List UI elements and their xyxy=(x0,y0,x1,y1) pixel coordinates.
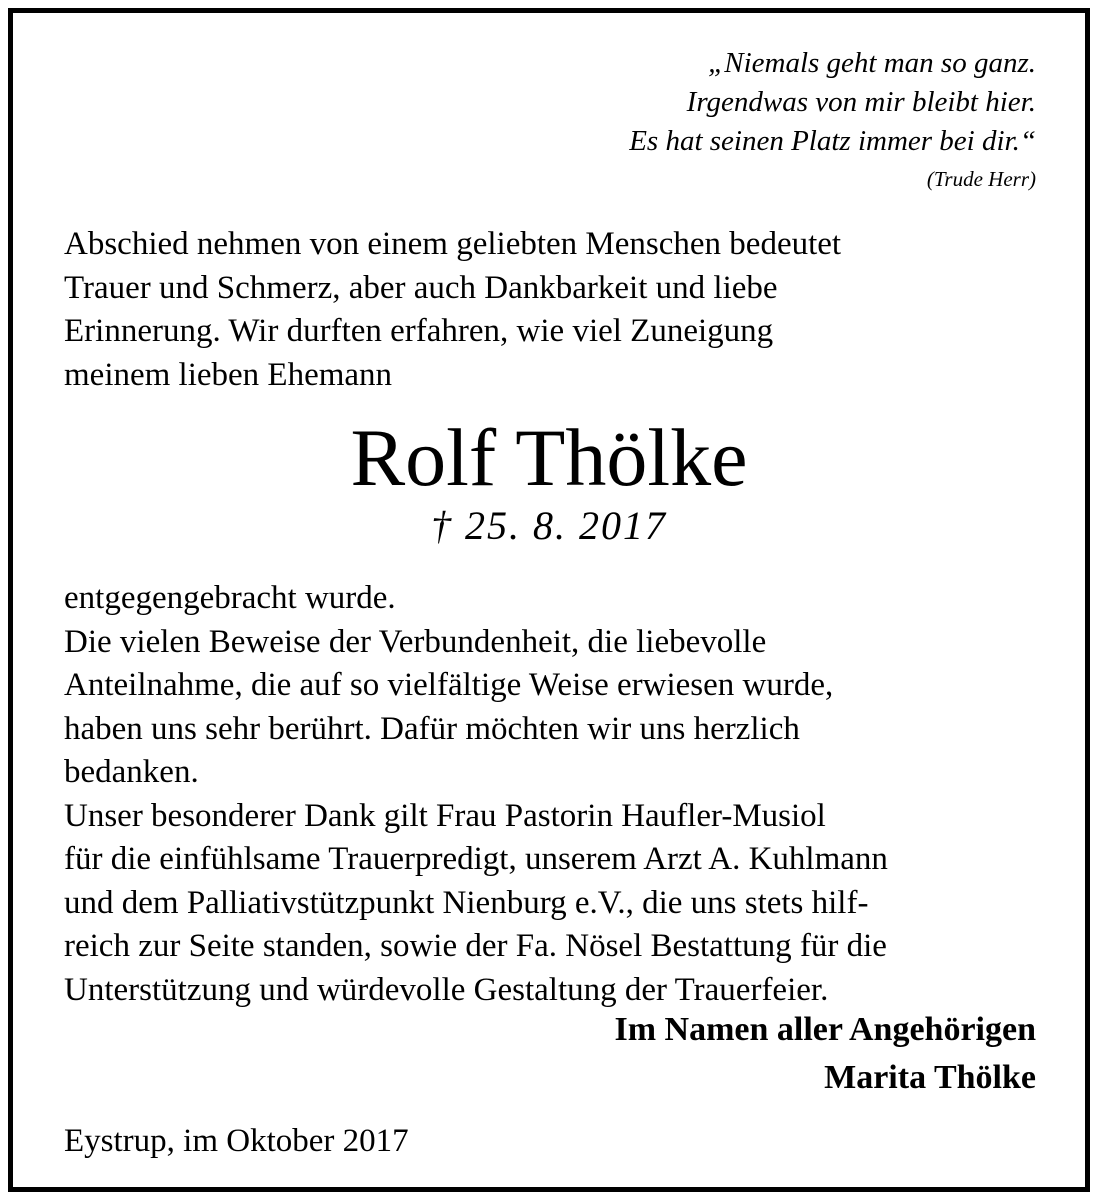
quote-author: (Trude Herr) xyxy=(926,167,1036,191)
body-line: entgegengebracht wurde. xyxy=(64,580,396,616)
body-line: bedanken. xyxy=(64,754,199,790)
intro-line: Abschied nehmen von einem geliebten Menschen bedeutet xyxy=(64,226,842,262)
body-line: Unser besonderer Dank gilt Frau Pastorin Haufler-Musiol xyxy=(64,797,826,834)
quote-line: „Niemals geht man so ganz. xyxy=(708,47,1036,79)
intro-line: Trauer und Schmerz, aber auch Dankbarkeit und liebe xyxy=(64,269,778,306)
intro-line: Erinnerung. Wir durften erfahren, wie viel Zuneigung xyxy=(64,313,774,349)
thanks-paragraph xyxy=(64,577,888,1012)
quote-line: Irgendwas von mir bleibt hier. xyxy=(686,86,1036,118)
body-line: haben uns sehr berührt. Dafür möchten wir uns herzlich xyxy=(64,710,800,747)
quote-line: Es hat seinen Platz immer bei dir.“ xyxy=(629,125,1036,157)
body-line: für die einfühlsame Trauerpredigt, unserem Arzt A. Kuhlmann xyxy=(64,841,888,877)
body-line: Anteilnahme, die auf so vielfältige Weise erwiesen wurde, xyxy=(64,667,834,703)
signature-line-name: Marita Thölke xyxy=(824,1059,1036,1096)
place-and-date: Eystrup, im Oktober 2017 xyxy=(64,1123,409,1159)
signature-line-family: Im Namen aller Angehörigen xyxy=(614,1011,1036,1048)
body-line: reich zur Seite standen, sowie der Fa. Nösel Bestattung für die xyxy=(64,928,887,964)
intro-line: meinem lieben Ehemann xyxy=(64,356,393,393)
intro-paragraph xyxy=(64,223,841,397)
deceased-name: Rolf Thölke xyxy=(350,412,748,503)
epigraph-quote xyxy=(629,44,1036,193)
signature-block xyxy=(614,1006,1036,1102)
body-line: und dem Palliativstützpunkt Nienburg e.V., die uns stets hilf- xyxy=(64,884,869,921)
death-date: † 25. 8. 2017 xyxy=(431,503,667,548)
body-line: Unterstützung und würdevolle Gestaltung der Trauerfeier. xyxy=(64,971,829,1008)
body-line: Die vielen Beweise der Verbundenheit, die liebevolle xyxy=(64,623,767,660)
